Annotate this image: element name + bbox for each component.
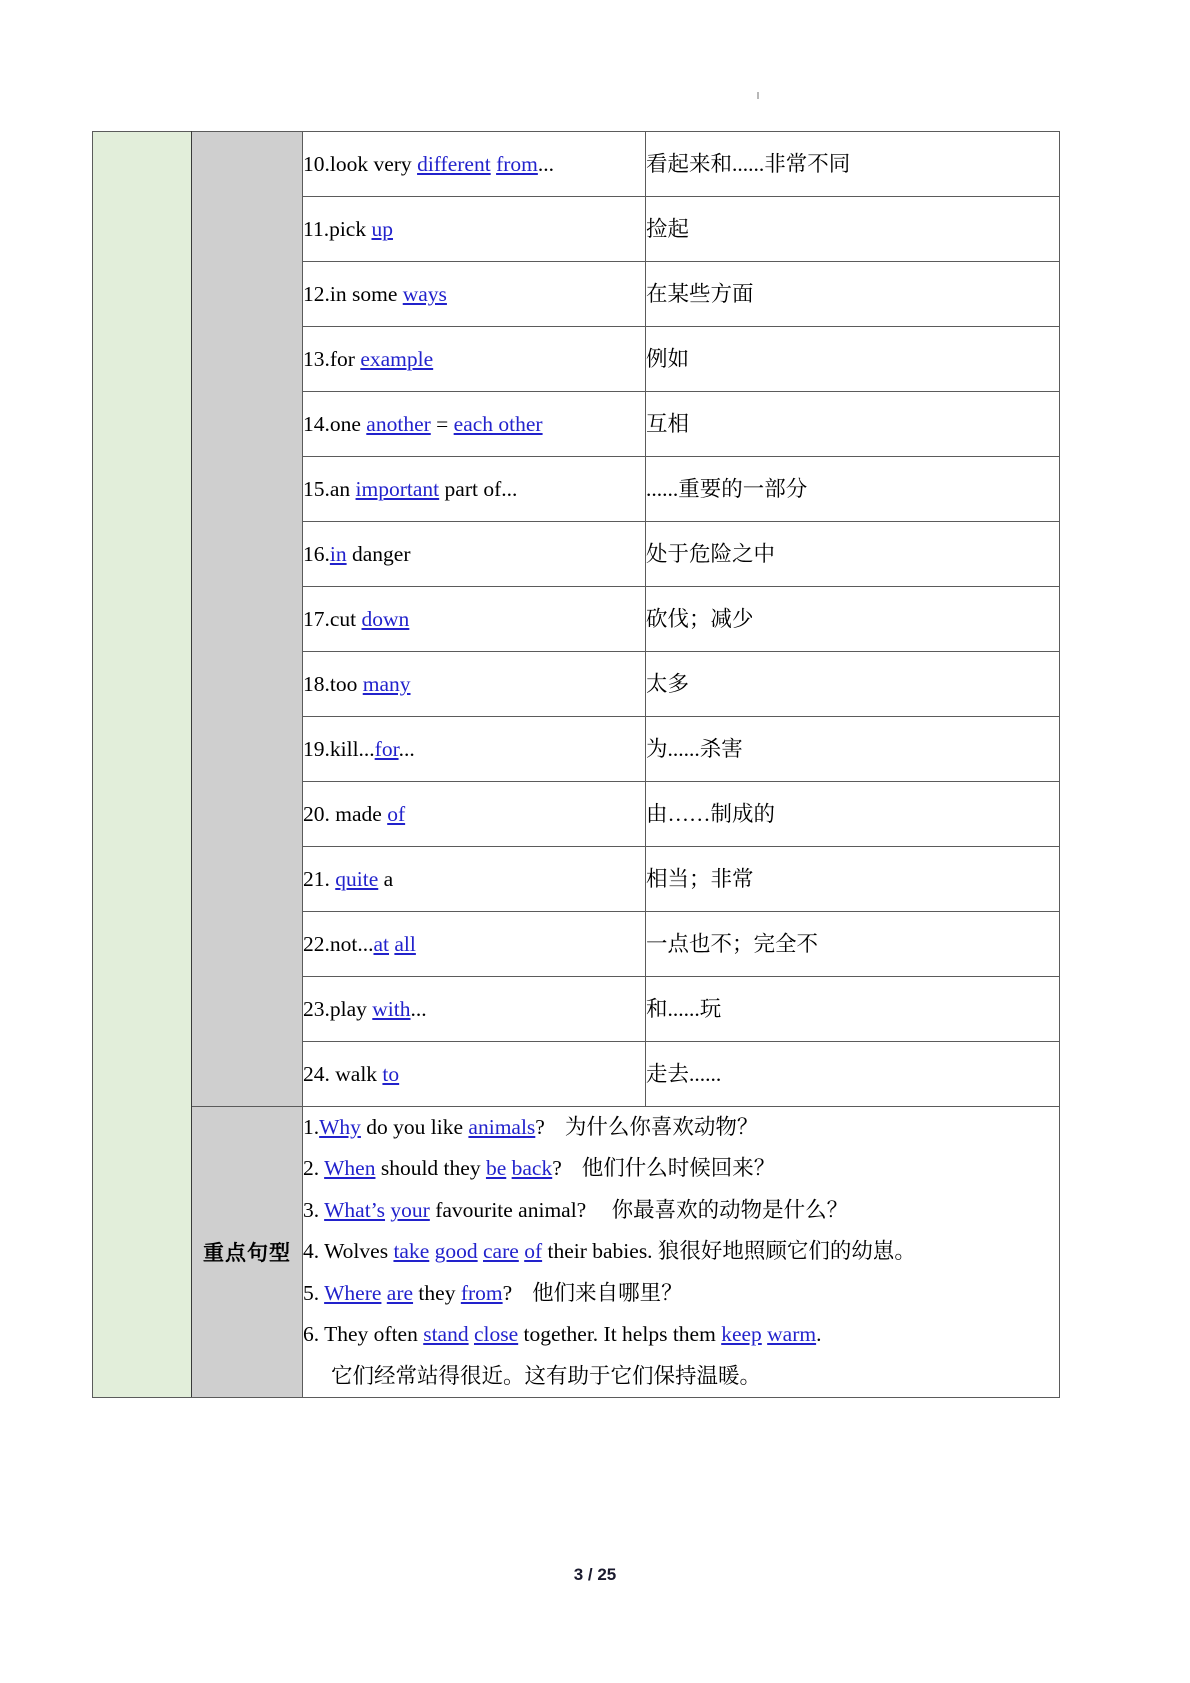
- phrase-text: pick: [329, 216, 372, 241]
- sentence-text: favourite animal?: [429, 1197, 587, 1222]
- translation-cell: 例如: [646, 327, 1060, 392]
- phrase-keyword: down: [361, 606, 410, 631]
- translation-cell: 和......玩: [646, 977, 1060, 1042]
- phrase-text: danger: [346, 541, 411, 566]
- sentence-keyword: of: [524, 1239, 543, 1264]
- table-body: [93, 132, 1060, 1398]
- phrase-cell: [303, 847, 646, 912]
- sentence-text: 他们什么时候回来？: [581, 1156, 776, 1181]
- phrase-cell: [303, 587, 646, 652]
- phrase-cell: [303, 457, 646, 522]
- phrase-number: 14.: [303, 411, 330, 436]
- sentence-keyword: Where: [324, 1280, 382, 1305]
- phrase-keyword: different: [417, 151, 491, 176]
- phrase-text: an: [329, 476, 356, 501]
- sentence-line: [303, 1273, 1059, 1314]
- sentence-line: [303, 1148, 1059, 1189]
- sentence-text: 它们经常站得很近。这有助于它们保持温暖。: [331, 1363, 762, 1388]
- sentence-line: [303, 1314, 1059, 1355]
- phrase-keyword: for: [374, 736, 399, 761]
- phrase-cell: [303, 1042, 646, 1107]
- green-accent-column: [93, 132, 192, 1398]
- phrase-keyword: in: [329, 541, 347, 566]
- phrase-number: 24.: [303, 1061, 336, 1086]
- sentence-keyword: be: [485, 1156, 507, 1181]
- ruler-tick-mark: [757, 92, 759, 99]
- translation-cell: 走去......: [646, 1042, 1060, 1107]
- phrase-keyword: example: [360, 346, 434, 371]
- phrase-text: too: [329, 671, 363, 696]
- sentence-line: [303, 1231, 1059, 1272]
- phrase-text: part of...: [439, 476, 518, 501]
- phrase-cell: [303, 132, 646, 197]
- phrase-text: one: [329, 411, 367, 436]
- translation-cell: 相当；非常: [646, 847, 1060, 912]
- phrase-number: 18.: [303, 671, 330, 696]
- phrase-number: 10.: [303, 151, 330, 176]
- translation-cell: 处于危险之中: [646, 522, 1060, 587]
- sentence-text: 3.: [303, 1197, 325, 1222]
- sentence-keyword: Why: [319, 1115, 361, 1139]
- phrase-keyword: with: [372, 996, 411, 1021]
- phrase-keyword: each other: [453, 411, 543, 436]
- phrase-keyword: quite: [335, 866, 379, 891]
- sentence-text: 你最喜欢的动物是什么？: [606, 1197, 849, 1222]
- sentence-text: their babies. 狼很好地照顾它们的幼崽。: [542, 1239, 916, 1264]
- phrase-number: 21.: [303, 866, 336, 891]
- sentence-pattern-label: 重点句型: [192, 1107, 303, 1398]
- sentence-text: should they: [375, 1156, 486, 1181]
- phrase-cell: [303, 262, 646, 327]
- sentence-text: ?: [552, 1156, 562, 1181]
- phrase-keyword: ways: [402, 281, 447, 306]
- phrase-text: a: [378, 866, 394, 891]
- sentence-text: 1.: [303, 1115, 320, 1139]
- phrase-keyword: important: [355, 476, 440, 501]
- phrase-text: cut: [329, 606, 362, 631]
- sentence-keyword: take: [393, 1239, 430, 1264]
- sentence-keyword: from: [460, 1280, 503, 1305]
- phrase-cell: [303, 652, 646, 717]
- sentence-keyword: What’s: [324, 1197, 386, 1222]
- phrase-keyword: many: [362, 671, 411, 696]
- phrase-number: 16.: [303, 541, 330, 566]
- translation-cell: 砍伐；减少: [646, 587, 1060, 652]
- sentence-keyword: When: [324, 1156, 376, 1181]
- translation-cell: 在某些方面: [646, 262, 1060, 327]
- vocabulary-table: [92, 131, 1060, 1398]
- sentence-keyword: animals: [468, 1115, 536, 1139]
- phrase-cell: [303, 912, 646, 977]
- sentence-text: 6. They often: [303, 1322, 424, 1347]
- phrase-text: ...: [398, 736, 415, 761]
- phrase-number: 17.: [303, 606, 330, 631]
- phrase-text: for: [329, 346, 361, 371]
- phrase-keyword: up: [371, 216, 393, 241]
- sentence-keyword: close: [473, 1322, 519, 1347]
- phrase-text: ...: [537, 151, 554, 176]
- translation-cell: 太多: [646, 652, 1060, 717]
- sentence-keyword: keep: [721, 1322, 762, 1347]
- translation-cell: 捡起: [646, 197, 1060, 262]
- sentence-text: do you like: [360, 1115, 469, 1139]
- sentence-text: ?: [502, 1280, 513, 1305]
- sentence-text: they: [413, 1280, 461, 1305]
- translation-cell: 为......杀害: [646, 717, 1060, 782]
- phrase-cell: [303, 327, 646, 392]
- sentence-line: [303, 1190, 1059, 1231]
- sentence-text: 4. Wolves: [303, 1239, 394, 1264]
- phrase-text: made: [335, 801, 388, 826]
- sentence-line: [303, 1356, 1059, 1397]
- sentence-text: ?: [535, 1115, 545, 1139]
- page-footer: 3 / 25: [573, 1565, 617, 1584]
- table-row: [93, 132, 1060, 197]
- phrase-number: 11.: [303, 216, 330, 241]
- phrase-number: 13.: [303, 346, 330, 371]
- translation-cell: 互相: [646, 392, 1060, 457]
- phrase-keyword: of: [387, 801, 406, 826]
- sentence-pattern-row: [93, 1107, 1060, 1398]
- phrase-cell: [303, 717, 646, 782]
- translation-cell: ......重要的一部分: [646, 457, 1060, 522]
- phrase-keyword: at: [373, 931, 390, 956]
- sentence-text: 为什么你喜欢动物？: [564, 1115, 759, 1139]
- phrase-section-label-column: [192, 132, 303, 1107]
- sentence-text: 5.: [303, 1280, 325, 1305]
- sentence-keyword: warm: [767, 1322, 817, 1347]
- translation-cell: 由……制成的: [646, 782, 1060, 847]
- sentence-keyword: good: [434, 1239, 478, 1264]
- phrase-keyword: to: [382, 1061, 400, 1086]
- sentence-keyword: care: [483, 1239, 519, 1264]
- phrase-text: walk: [335, 1061, 383, 1086]
- phrase-number: 12.: [303, 281, 330, 306]
- phrase-number: 20.: [303, 801, 336, 826]
- phrase-number: 19.: [303, 736, 330, 761]
- sentence-keyword: stand: [423, 1322, 469, 1347]
- phrase-cell: [303, 197, 646, 262]
- phrase-cell: [303, 522, 646, 587]
- translation-cell: 看起来和......非常不同: [646, 132, 1060, 197]
- phrase-text: look very: [329, 151, 418, 176]
- phrase-number: 15.: [303, 476, 330, 501]
- phrase-cell: [303, 977, 646, 1042]
- phrase-cell: [303, 782, 646, 847]
- phrase-text: ...: [410, 996, 427, 1021]
- sentence-keyword: are: [386, 1280, 414, 1305]
- sentence-keyword: your: [390, 1197, 430, 1222]
- phrase-number: 23.: [303, 996, 330, 1021]
- phrase-text: in some: [329, 281, 403, 306]
- phrase-text: not...: [329, 931, 374, 956]
- phrase-keyword: from: [496, 151, 538, 176]
- sentence-text: together. It helps them: [518, 1322, 722, 1347]
- sentence-keyword: back: [511, 1156, 553, 1181]
- translation-cell: 一点也不；完全不: [646, 912, 1060, 977]
- phrase-keyword: another: [366, 411, 431, 436]
- phrase-number: 22.: [303, 931, 330, 956]
- sentence-text: .: [816, 1322, 822, 1347]
- phrase-keyword: all: [394, 931, 416, 956]
- phrase-text: =: [430, 411, 454, 436]
- sentence-text: 2.: [303, 1156, 325, 1181]
- phrase-text: kill...: [329, 736, 375, 761]
- phrase-text: play: [329, 996, 373, 1021]
- sentence-line: [303, 1107, 1059, 1148]
- phrase-cell: [303, 392, 646, 457]
- sentence-text: 他们来自哪里？: [532, 1280, 683, 1305]
- sentence-pattern-list: [303, 1107, 1060, 1398]
